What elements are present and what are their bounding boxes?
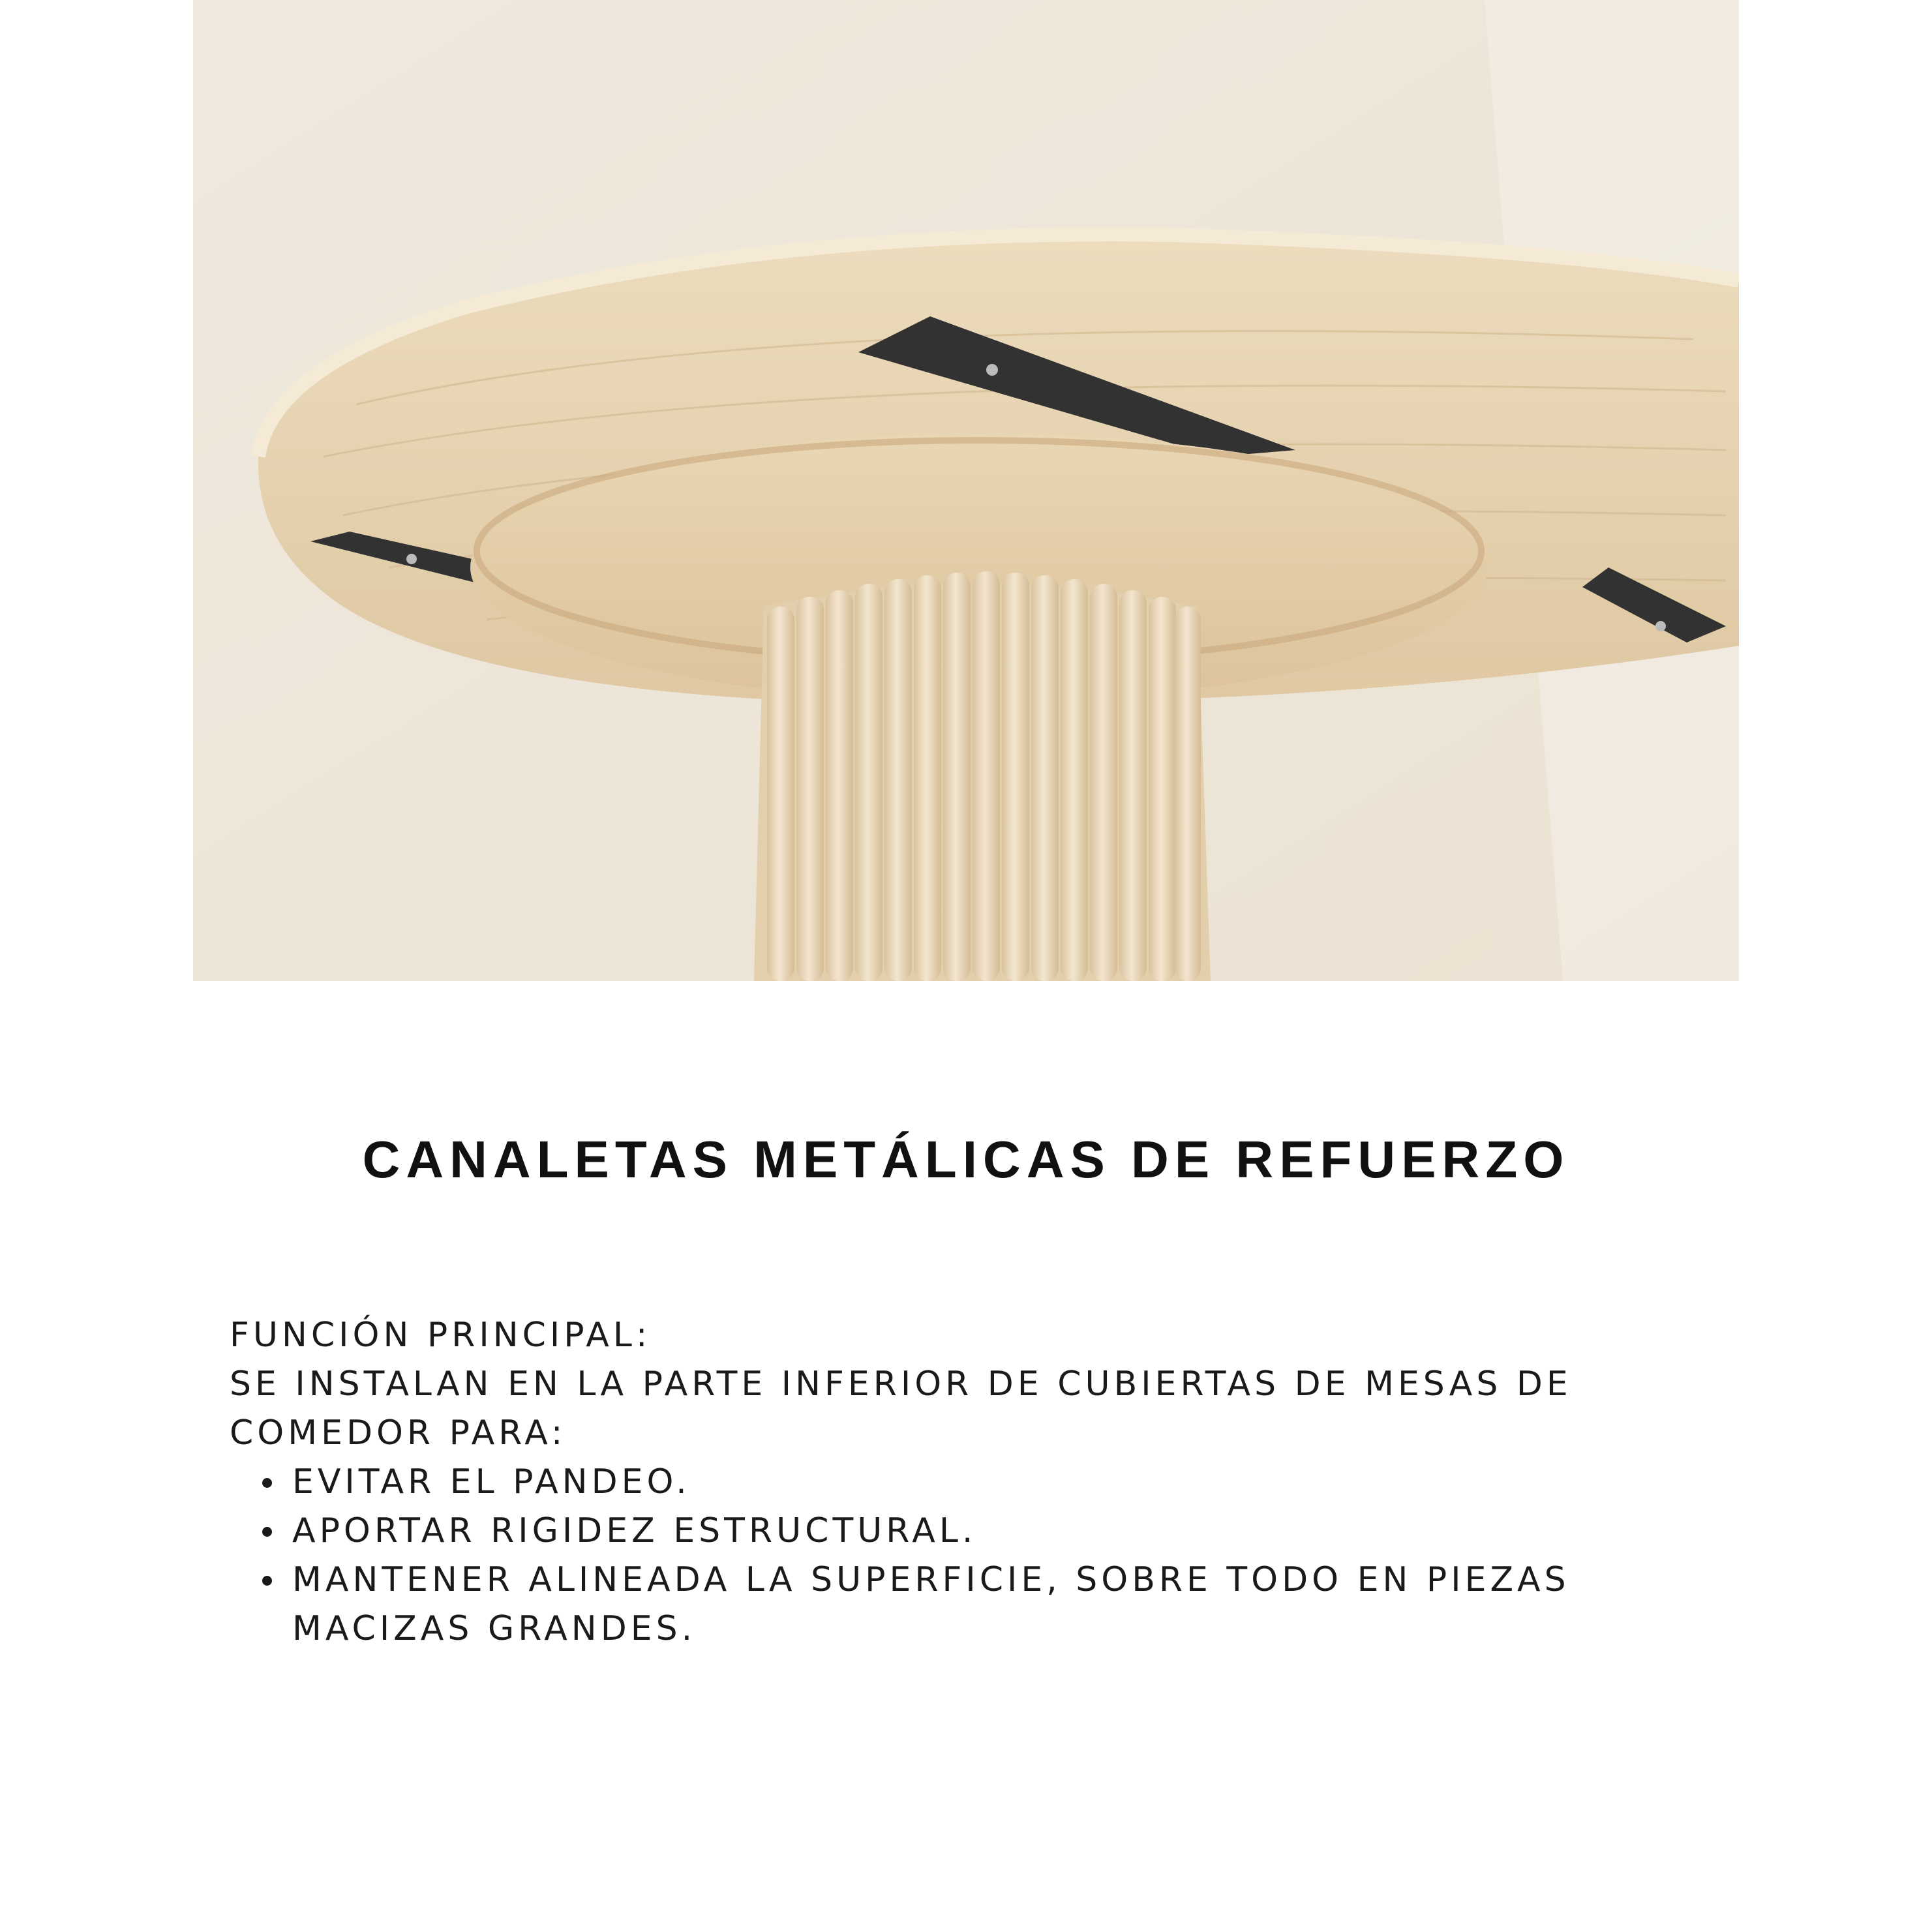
description-block: [230, 1311, 1749, 1653]
list-item: MANTENER ALINEADA LA SUPERFICIE, SOBRE TODO EN PIEZAS MACIZAS GRANDES.: [292, 1556, 1749, 1653]
list-item: EVITAR EL PANDEO.: [292, 1458, 1749, 1507]
list-item: APORTAR RIGIDEZ ESTRUCTURAL.: [292, 1507, 1749, 1556]
fluted-column: [754, 571, 1211, 981]
intro-label: FUNCIÓN PRINCIPAL:: [230, 1316, 652, 1355]
bullet-list: [230, 1458, 1749, 1653]
page-title: CANALETAS METÁLICAS DE REFUERZO: [362, 1130, 1570, 1188]
intro-text: SE INSTALAN EN LA PARTE INFERIOR DE CUBIERTAS DE MESAS DE COMEDOR PARA:: [230, 1365, 1572, 1453]
product-photo: [193, 0, 1739, 981]
